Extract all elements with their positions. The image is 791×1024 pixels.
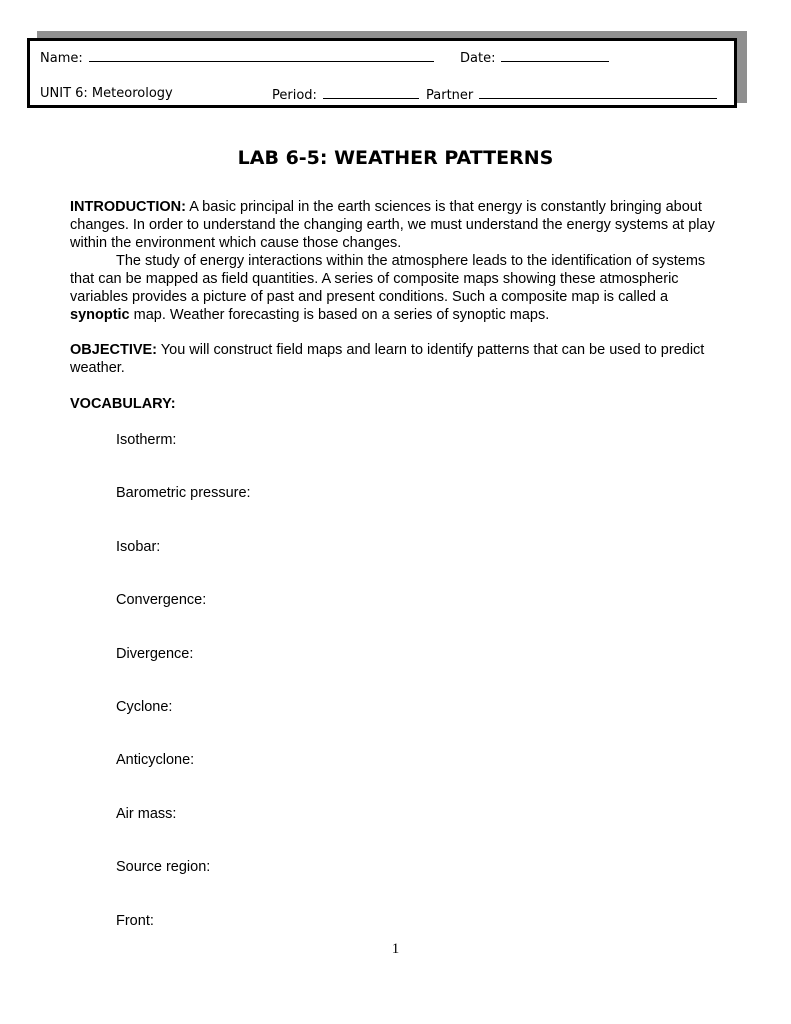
introduction-section <box>70 198 720 324</box>
date-label: Date: <box>460 51 496 66</box>
objective-section <box>70 341 720 377</box>
intro-heading: INTRODUCTION: <box>70 199 186 215</box>
intro-text-1: A basic principal in the earth sciences is that energy is constantly bringing about changes. In order to understand the changing earth, we must understand the energy systems at play within the environment which cause those changes. <box>70 199 715 251</box>
page-title: LAB 6-5: WEATHER PATTERNS <box>237 147 554 169</box>
unit-label: UNIT 6: Meteorology <box>40 86 173 101</box>
intro-paragraph-2 <box>70 252 720 324</box>
synoptic-term: synoptic <box>70 307 130 323</box>
vocab-term-divergence: Divergence: <box>116 646 194 662</box>
vocab-term-air-mass: Air mass: <box>116 806 177 822</box>
name-blank[interactable] <box>89 49 434 62</box>
student-info-header <box>27 38 737 108</box>
vocab-term-cyclone: Cyclone: <box>116 699 173 715</box>
vocabulary-heading: VOCABULARY: <box>70 396 176 412</box>
period-line <box>272 86 419 103</box>
intro-text-2b: map. Weather forecasting is based on a series of synoptic maps. <box>133 307 550 323</box>
intro-paragraph-1 <box>70 198 720 252</box>
intro-text-2a: The study of energy interactions within the atmosphere leads to the identification of systems that can be mapped as field quantities. A series of composite maps showing these atmospheric variables provides a picture of past and present conditions. Such a composite map is called a <box>70 253 706 305</box>
partner-label: Partner <box>426 88 474 103</box>
vocab-term-source-region: Source region: <box>116 859 211 875</box>
vocab-term-convergence: Convergence: <box>116 592 207 608</box>
period-blank[interactable] <box>323 86 419 99</box>
vocab-term-barometric-pressure: Barometric pressure: <box>116 485 251 501</box>
vocab-term-front: Front: <box>116 913 154 929</box>
page-number: 1 <box>391 941 400 957</box>
vocab-term-isobar: Isobar: <box>116 539 161 555</box>
name-label: Name: <box>40 51 83 66</box>
objective-text: You will construct field maps and learn to identify patterns that can be used to predict weather. <box>70 342 705 376</box>
date-line <box>460 49 609 66</box>
date-blank[interactable] <box>501 49 609 62</box>
vocab-term-anticyclone: Anticyclone: <box>116 752 195 768</box>
objective-heading: OBJECTIVE: <box>70 342 158 358</box>
name-line <box>40 49 434 66</box>
partner-blank[interactable] <box>479 86 717 99</box>
period-label: Period: <box>272 88 317 103</box>
vocab-term-isotherm: Isotherm: <box>116 432 177 448</box>
partner-line <box>426 86 717 103</box>
